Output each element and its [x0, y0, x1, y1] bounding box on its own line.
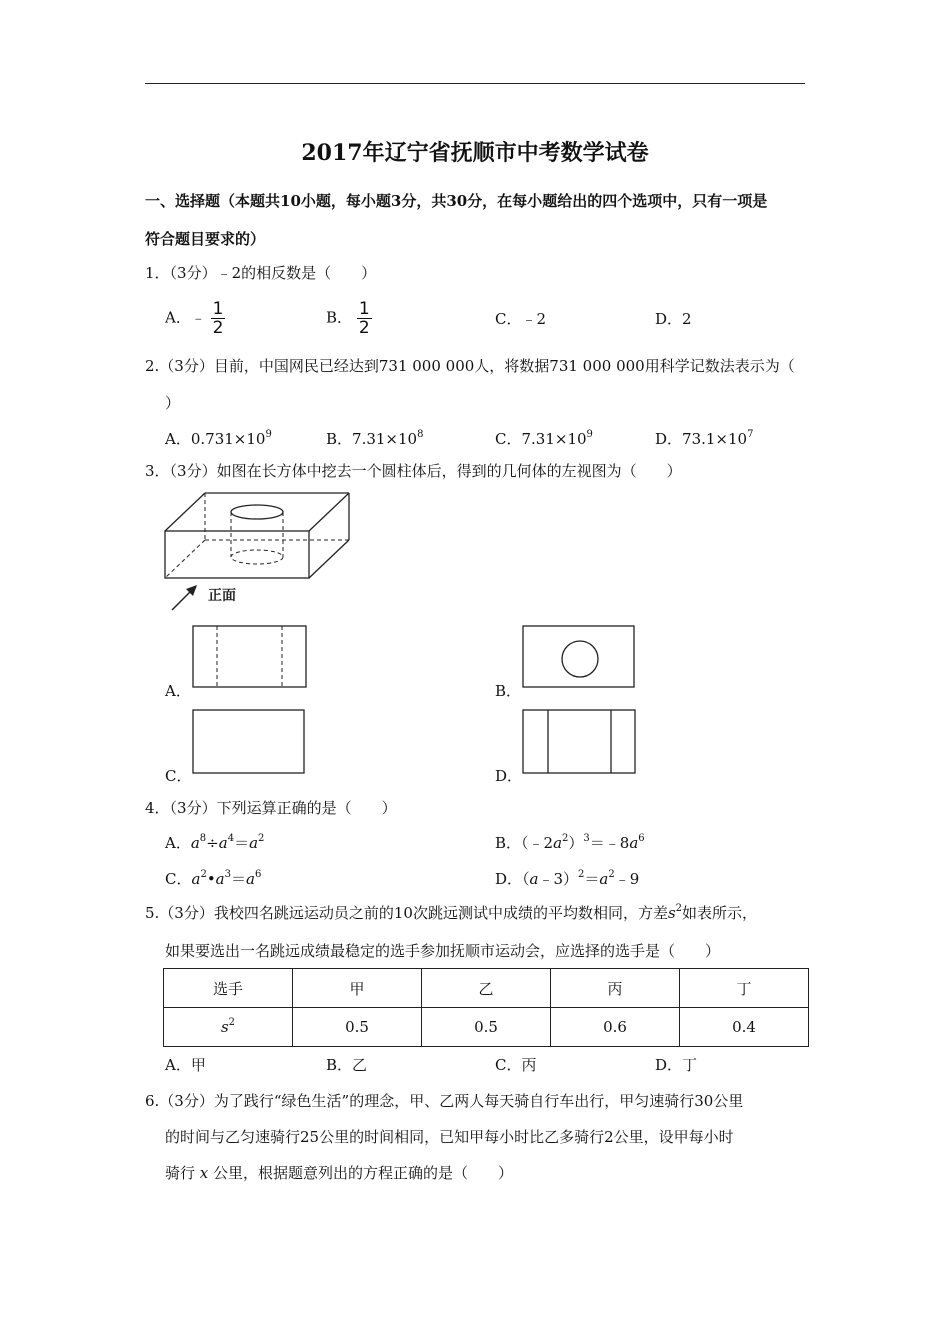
q5-stem-cont: 如果要选出一名跳远成绩最稳定的选手参加抚顺市运动会，应选择的选手是（ ） — [165, 942, 721, 960]
q2-d-text: D．73.1×10 — [655, 430, 748, 448]
table-row — [164, 1008, 809, 1047]
q2-option-a — [165, 428, 272, 449]
q1-option-c: C．﹣2 — [495, 310, 547, 328]
table-row-label: $s^2$ — [164, 1008, 293, 1047]
table-header-cell: 丁 — [680, 969, 809, 1008]
q4-option-a: A．$a^8\div a^4=a^2$ — [165, 833, 265, 852]
q1-a-numerator: 1 — [212, 299, 224, 319]
q2-stem-cont: ） — [165, 394, 181, 412]
q3-cuboid-figure — [160, 488, 360, 613]
table-cell: 0.6 — [551, 1008, 680, 1047]
table-header-row — [164, 969, 809, 1008]
q4-option-d: D．$(a﹣3)^2=a^2﹣9$ — [495, 869, 640, 888]
q3-option-b-label: B． — [495, 682, 522, 700]
q3-option-c-label: C． — [165, 767, 192, 785]
q6-stem-cont-1: 的时间与乙匀速骑行25公里的时间相同，已知甲每小时比乙多骑行2公里，设甲每小时 — [165, 1128, 734, 1146]
q3-option-a-figure — [192, 625, 308, 689]
table-cell: 0.5 — [422, 1008, 551, 1047]
q1-option-a — [165, 300, 225, 337]
q5-option-c: C．丙 — [495, 1056, 537, 1074]
q2-stem: 2.（3分）目前，中国网民已经达到731 000 000人，将数据731 000 000用科学记数法表示为（ — [145, 357, 795, 375]
q4-d-tail: ﹣9 — [614, 870, 640, 888]
table-cell: 0.5 — [293, 1008, 422, 1047]
header-rule — [145, 83, 805, 84]
section-heading: 一、选择题（本题共10小题，每小题3分，共30分，在每小题给出的四个选项中，只有一项是 — [145, 192, 768, 210]
section-heading-cont: 符合题目要求的） — [145, 230, 266, 248]
q1-option-b — [326, 300, 372, 337]
q4-stem: 4．（3分）下列运算正确的是（ ） — [145, 799, 397, 817]
q2-d-exp: 7 — [747, 429, 754, 440]
q6-stem: 6.（3分）为了践行“绿色生活”的理念，甲、乙两人每天骑自行车出行，甲匀速骑行30公里 — [145, 1092, 744, 1110]
q6-stem3-b: 公里，根据题意列出的方程正确的是（ ） — [213, 1164, 514, 1182]
q2-b-exp: 8 — [417, 429, 424, 440]
q5-stem: 5.（3分）我校四名跳远运动员之前的10次跳远测试中成绩的平均数相同，方差$s^2$如表所示， — [145, 903, 758, 922]
q6-stem-cont-2: 骑行 x 公里，根据题意列出的方程正确的是（ ） — [165, 1164, 514, 1182]
q1-stem: 1．（3分）﹣2的相反数是（ ） — [145, 264, 377, 282]
q1-b-label: B． — [326, 308, 353, 327]
q1-b-numerator: 1 — [358, 299, 370, 319]
q1-b-fraction — [357, 300, 372, 337]
q2-c-text: C．7.31×10 — [495, 430, 587, 448]
q3-option-b-figure — [522, 625, 636, 689]
q3-option-d-label: D． — [495, 767, 523, 785]
q5-stem-text-b: 如表所示， — [682, 904, 758, 922]
q3-stem: 3．（3分）如图在长方体中挖去一个圆柱体后，得到的几何体的左视图为（ ） — [145, 462, 682, 480]
table-header-cell: 甲 — [293, 969, 422, 1008]
q1-a-fraction — [211, 300, 226, 337]
q2-b-text: B．7.31×10 — [326, 430, 418, 448]
q2-option-b — [326, 428, 423, 449]
q5-stem-text: 5.（3分）我校四名跳远运动员之前的10次跳远测试中成绩的平均数相同，方差 — [145, 904, 668, 922]
table-header-cell: 丙 — [551, 969, 680, 1008]
q4-d-label: D．（ — [495, 870, 530, 888]
q3-option-d-figure — [522, 709, 637, 775]
q6-stem3-a: 骑行 — [165, 1164, 196, 1182]
q3-option-a-label: A． — [165, 682, 191, 700]
page-title: 2017年辽宁省抚顺市中考数学试卷 — [301, 140, 649, 166]
q5-option-a: A．甲 — [165, 1056, 206, 1074]
q1-option-d: D．2 — [655, 310, 692, 328]
q2-c-exp: 9 — [586, 429, 593, 440]
q2-a-exp: 9 — [265, 429, 272, 440]
q2-option-c — [495, 428, 593, 449]
q1-a-label: A．﹣ — [165, 308, 206, 327]
q4-a-label: A． — [165, 834, 191, 852]
q4-d-mid: ﹣3） — [538, 870, 579, 888]
q4-option-b: B．$(﹣2a^2)^3=﹣8a^6$ — [495, 833, 645, 852]
q5-variance-table — [163, 968, 809, 1047]
q4-c-label: C． — [165, 870, 192, 888]
q5-option-b: B．乙 — [326, 1056, 368, 1074]
q2-a-text: A．0.731×10 — [165, 430, 266, 448]
table-header-cell: 选手 — [164, 969, 293, 1008]
table-cell: 0.4 — [680, 1008, 809, 1047]
q1-b-denominator: 2 — [358, 318, 370, 338]
q1-a-denominator: 2 — [212, 318, 224, 338]
q3-front-label: 正面 — [208, 588, 236, 604]
q2-option-d — [655, 428, 753, 449]
q3-option-c-figure — [192, 709, 306, 775]
q4-b-rhs: ＝﹣8 — [589, 834, 630, 852]
table-header-cell: 乙 — [422, 969, 551, 1008]
q5-option-d: D．丁 — [655, 1056, 698, 1074]
q4-b-mid: ） — [568, 834, 584, 852]
q4-option-c: C．$a^2•a^3=a^6$ — [165, 869, 262, 888]
q4-b-label: B．（﹣2 — [495, 834, 554, 852]
q4-d-rhs: ＝ — [584, 870, 600, 888]
